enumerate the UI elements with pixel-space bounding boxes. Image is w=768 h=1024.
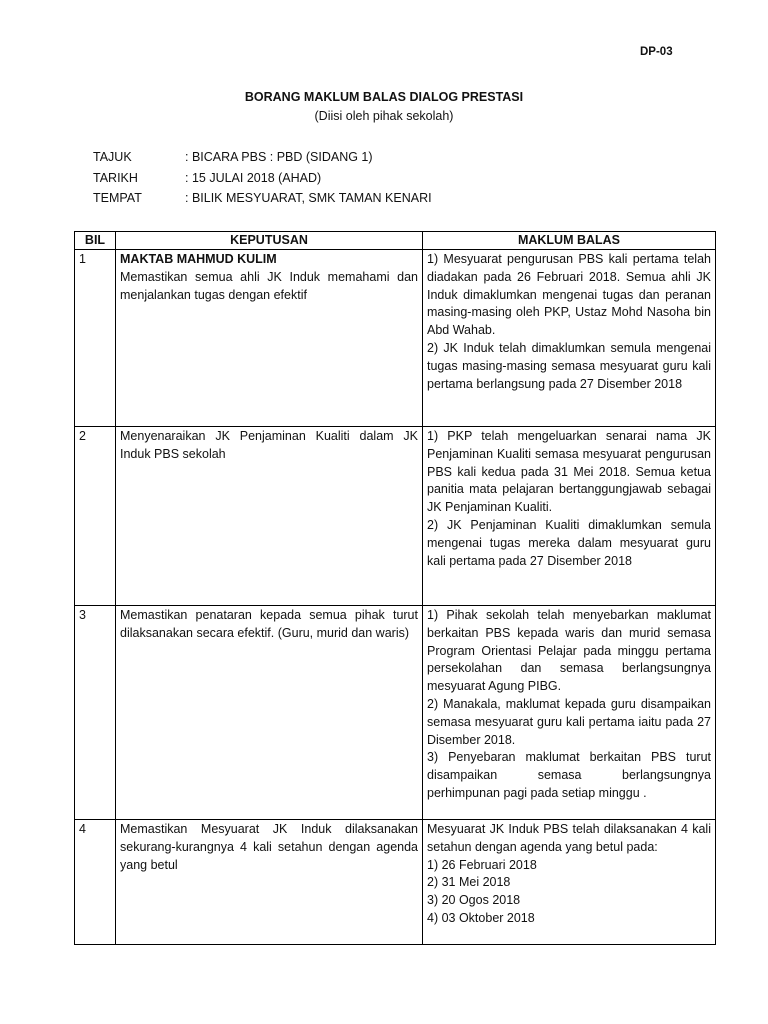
- table-row: [75, 606, 716, 820]
- feedback-date: 1) 26 Februari 2018: [427, 857, 537, 872]
- keputusan-text: Memastikan Mesyuarat JK Induk dilaksanakan sekurang-kurangnya 4 kali setahun dengan agenda yang betul: [120, 822, 418, 872]
- meta-row-tarikh: [93, 169, 693, 190]
- feedback-table: [74, 231, 716, 945]
- keputusan-cell: [116, 606, 423, 820]
- document-code: DP-03: [640, 46, 673, 58]
- row-heading: MAKTAB MAHMUD KULIM: [120, 252, 277, 266]
- feedback-item: 1) PKP telah mengeluarkan senarai nama JK Penjaminan Kualiti semasa mesyuarat pengurusan PBS kali kedua pada 31 Mei 2018. Semua ketua panitia mata pelajaran bertanggungjawab sebagai JK Penjaminan Kualiti.: [427, 429, 711, 515]
- meta-value: : BILIK MESYUARAT, SMK TAMAN KENARI: [185, 191, 432, 206]
- maklum-balas-cell: [423, 606, 716, 820]
- row-number: 2: [75, 427, 116, 606]
- feedback-item: 1) Pihak sekolah telah menyebarkan maklumat berkaitan PBS kepada waris dan murid semasa Program Orientasi Pelajar pada minggu pertama persekolahan dan semasa berlangsungnya mesyuarat Agung PIBG.: [427, 608, 711, 694]
- table-row: [75, 820, 716, 945]
- meta-label: TEMPAT: [93, 191, 142, 206]
- feedback-item: 1) Mesyuarat pengurusan PBS kali pertama telah diadakan pada 26 Februari 2018. Semua ahli JK Induk dimaklumkan mengenai tugas dan peranan masing-masing oleh PKP, Ustaz Mohd Nasoha bin Abd Wahab.: [427, 252, 711, 338]
- header-keputusan: KEPUTUSAN: [116, 232, 423, 250]
- table-row: [75, 427, 716, 606]
- meta-value: : BICARA PBS : PBD (SIDANG 1): [185, 150, 373, 165]
- feedback-date: 4) 03 Oktober 2018: [427, 910, 535, 925]
- keputusan-text: Menyenaraikan JK Penjaminan Kualiti dalam JK Induk PBS sekolah: [120, 429, 418, 461]
- keputusan-text: Memastikan semua ahli JK Induk memahami dan menjalankan tugas dengan efektif: [120, 269, 418, 302]
- keputusan-cell: [116, 820, 423, 945]
- meta-label: TAJUK: [93, 150, 132, 165]
- feedback-date: 3) 20 Ogos 2018: [427, 893, 521, 908]
- table-row: [75, 250, 716, 427]
- feedback-date: 2) 31 Mei 2018: [427, 875, 511, 890]
- feedback-item: 2) JK Penjaminan Kualiti dimaklumkan semula mengenai tugas mereka dalam mesyuarat guru kali pertama pada 27 Disember 2018: [427, 517, 711, 568]
- keputusan-cell: [116, 250, 423, 427]
- feedback-item: Mesyuarat JK Induk PBS telah dilaksanakan 4 kali setahun dengan agenda yang betul pada:: [427, 822, 711, 854]
- meta-block: [93, 148, 693, 210]
- maklum-balas-cell: [423, 250, 716, 427]
- meta-row-tajuk: [93, 148, 693, 169]
- maklum-balas-cell: [423, 427, 716, 606]
- feedback-item: 2) JK Induk telah dimaklumkan semula mengenai tugas masing-masing semasa mesyuarat guru kali pertama berlangsung pada 27 Disember 2018: [427, 340, 711, 391]
- meta-value: : 15 JULAI 2018 (AHAD): [185, 170, 322, 185]
- header-maklum-balas: MAKLUM BALAS: [423, 232, 716, 250]
- form-title: BORANG MAKLUM BALAS DIALOG PRESTASI: [244, 90, 524, 104]
- row-number: 3: [75, 606, 116, 820]
- keputusan-text: Memastikan penataran kepada semua pihak turut dilaksanakan secara efektif. (Guru, murid dan waris): [120, 608, 418, 640]
- feedback-item: 2) Manakala, maklumat kepada guru disampaikan semasa mesyuarat guru kali pertama iaitu pada 27 Disember 2018.: [427, 696, 711, 747]
- table-header-row: [75, 232, 716, 250]
- keputusan-cell: [116, 427, 423, 606]
- feedback-item: 3) Penyebaran maklumat berkaitan PBS turut disampaikan semasa berlangsungnya perhimpunan pagi pada setiap minggu .: [427, 750, 711, 800]
- meta-row-tempat: [93, 189, 693, 210]
- meta-label: TARIKH: [93, 170, 138, 185]
- header-bil: BIL: [75, 232, 116, 250]
- row-number: 1: [75, 250, 116, 427]
- row-number: 4: [75, 820, 116, 945]
- form-subtitle: (Diisi oleh pihak sekolah): [314, 109, 454, 123]
- maklum-balas-cell: [423, 820, 716, 945]
